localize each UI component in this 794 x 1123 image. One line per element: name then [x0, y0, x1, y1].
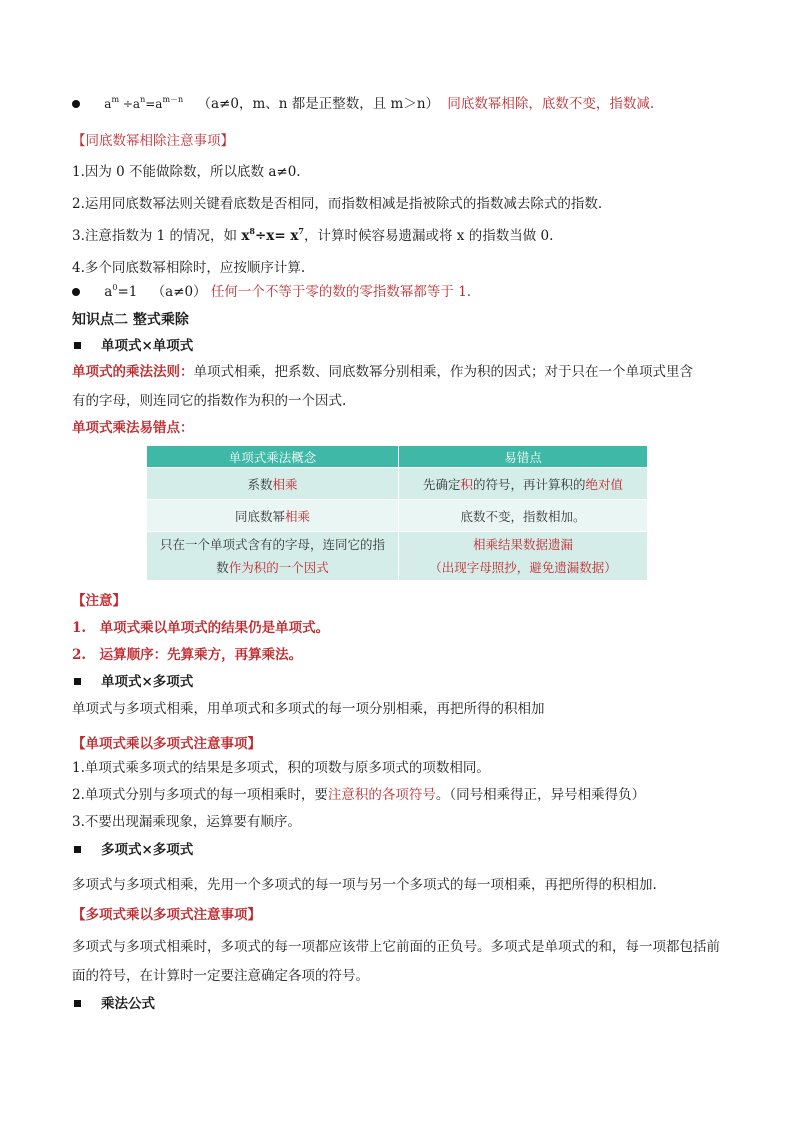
poly-poly-heading: 多项式×多项式 [72, 840, 193, 860]
table-cell: 相乘结果数据遗漏 （出现字母照抄，避免遗漏数据） [399, 532, 648, 581]
mono-poly-text: 单项式与多项式相乘，用单项式和多项式的每一项分别相乘，再把所得的积相加 [72, 701, 545, 717]
mult-formula-heading: 乘法公式 [72, 994, 155, 1014]
division-note-1: 1.因为 0 不能做除数，所以底数 a≠0. [72, 164, 301, 180]
mono-poly-note-2: 2.单项式分别与多项式的每一项相乘时，要注意积的各项符号。（同号相乘得正，异号相乘得负） [72, 787, 646, 803]
mono-poly-notes-heading: 【单项式乘以多项式注意事项】 [72, 736, 261, 752]
mono-poly-note-3: 3.不要出现漏乘现象，运算要有顺序。 [72, 814, 301, 830]
poly-poly-notes-heading: 【多项式乘以多项式注意事项】 [72, 907, 261, 923]
table-cell: 系数相乘 [147, 468, 399, 500]
mono-mono-heading: 单项式×单项式 [72, 336, 193, 356]
table-header-error: 易错点 [399, 446, 648, 468]
mono-poly-note-1: 1.单项式乘多项式的结果是多项式，积的项数与原多项式的项数相同。 [72, 760, 490, 776]
table-cell: 只在一个单项式含有的字母，连同它的指 数作为积的一个因式 [147, 532, 399, 581]
formula-zero-exponent: $a^0=1$ [104, 283, 138, 300]
division-note-2: 2.运用同底数幂法则关键看底数是否相同，而指数相减是指被除式的指数减去除式的指数. [72, 196, 603, 212]
bullet-icon [72, 288, 80, 296]
table-header-concept: 单项式乘法概念 [147, 446, 399, 468]
formula-division: $a^m \div a^n=a^{m-n}$ [104, 95, 184, 111]
table-cell: 底数不变，指数相加。 [399, 500, 648, 532]
condition-division: （a≠0，m、n 都是正整数，且 m＞n） [197, 96, 440, 112]
square-bullet-icon [74, 846, 81, 853]
poly-poly-text: 多项式与多项式相乘，先用一个多项式的每一项与另一个多项式的每一项相乘，再把所得的积相加. [72, 877, 657, 893]
rule-zero-exponent [72, 282, 471, 302]
condition-zero-exponent: （a≠0） [151, 284, 207, 300]
mono-mono-error-label: 单项式乘法易错点： [72, 420, 194, 436]
table-row [147, 468, 648, 500]
bullet-icon [72, 100, 80, 108]
square-bullet-icon [74, 342, 81, 349]
division-note-3: 3.注意指数为 1 的情况，如 $x^8\div x= x^7$，计算时候容易遗漏或将 x 的指数当做 0. [72, 226, 554, 244]
mono-poly-heading: 单项式×多项式 [72, 672, 193, 692]
description-zero-exponent: 任何一个不等于零的数的零指数幂都等于 1. [210, 284, 472, 300]
section-title: 知识点二 整式乘除 [72, 312, 189, 328]
square-bullet-icon [74, 1000, 81, 1007]
description-division: 同底数幂相除，底数不变，指数减. [447, 96, 655, 112]
division-note-4: 4.多个同底数幂相除时，应按顺序计算. [72, 260, 306, 276]
attention-item-2: 2. 运算顺序：先算乘方，再算乘法。 [72, 647, 303, 663]
table-cell: 同底数幂相乘 [147, 500, 399, 532]
square-bullet-icon [74, 678, 81, 685]
table-row [147, 532, 648, 581]
rule-division [72, 94, 654, 114]
mono-mono-rule: 单项式的乘法法则：单项式相乘，把系数、同底数幂分别相乘，作为积的因式；对于只在一个单项式里含 有的字母，则连同它的指数作为积的一个因式. [72, 364, 693, 409]
error-points-table [146, 445, 648, 581]
attention-item-1: 1. 单项式乘以单项式的结果仍是单项式。 [72, 620, 330, 636]
table-cell: 先确定积的符号，再计算积的绝对值 [399, 468, 648, 500]
table-row [147, 500, 648, 532]
division-notes-heading: 【同底数幂相除注意事项】 [72, 133, 234, 149]
poly-poly-notes-text: 多项式与多项式相乘时，多项式的每一项都应该带上它前面的正负号。多项式是单项式的和，每一项都包括前面的符号，在计算时一定要注意确定各项的符号。 [72, 939, 720, 984]
attention-heading: 【注意】 [72, 593, 126, 609]
